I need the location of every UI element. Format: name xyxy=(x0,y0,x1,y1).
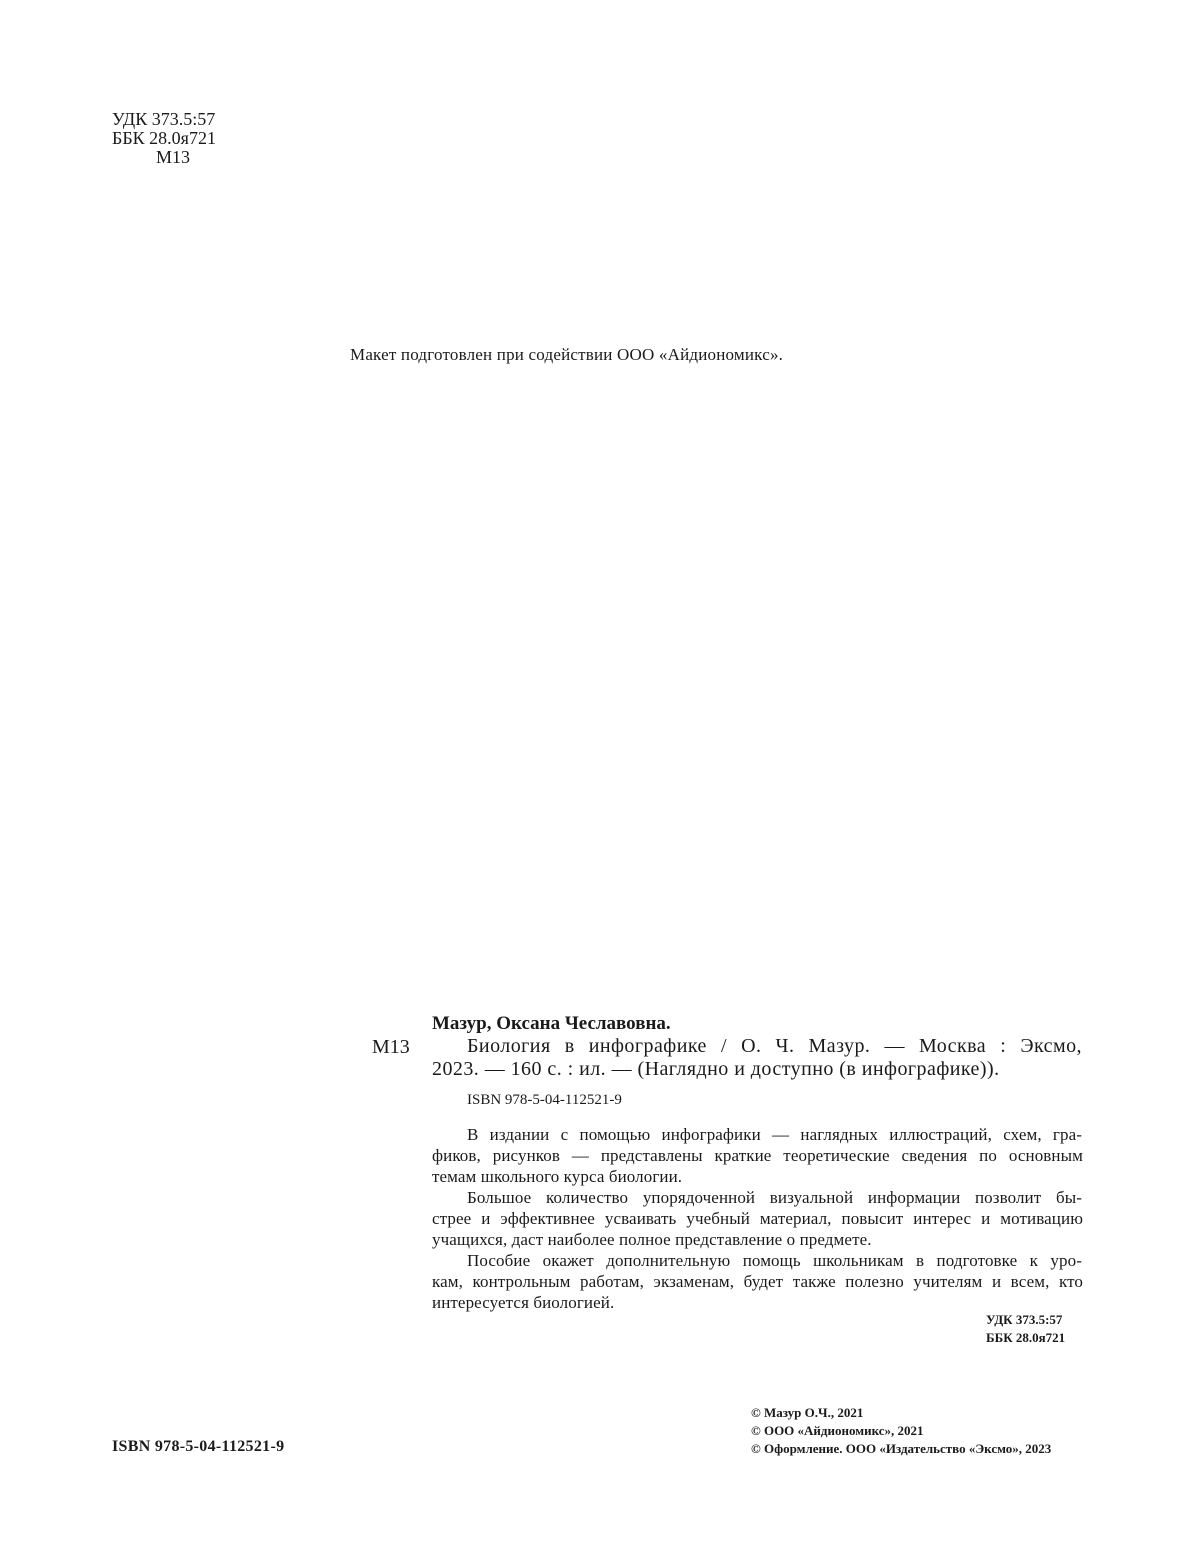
annotation-line: кам, контрольным работам, экзаменам, будет также полезно учителям и всем, кто xyxy=(432,1272,1083,1291)
copyright-line: © Мазур О.Ч., 2021 xyxy=(751,1405,864,1420)
annotation-line: В издании с помощью инфографики — наглядных иллюстраций, схем, гра- xyxy=(467,1125,1082,1144)
annotation-line: интересуется биологией. xyxy=(432,1293,615,1312)
author-cipher: М13 xyxy=(156,147,191,167)
udk-code: УДК 373.5:57 xyxy=(112,109,216,129)
bbk-code: ББК 28.0я721 xyxy=(112,128,216,148)
annotation-line: темам школьного курса биологии. xyxy=(432,1167,683,1186)
copyright-line: © ООО «Айдиономикс», 2021 xyxy=(751,1423,924,1438)
description-line: 2023. — 160 с. : ил. — (Наглядно и доступно (в инфографике)). xyxy=(432,1058,1000,1080)
annotation-line: учащихся, даст наиболее полное представление о предмете. xyxy=(432,1230,872,1249)
annotation-line: Пособие окажет дополнительную помощь школьникам в подготовке к уро- xyxy=(467,1251,1082,1270)
isbn-main: ISBN 978-5-04-112521-9 xyxy=(112,1438,285,1455)
bbk-code-bottom: ББК 28.0я721 xyxy=(986,1330,1066,1345)
description-line: Биология в инфографике / О. Ч. Мазур. — Москва : Эксмо, xyxy=(467,1035,1082,1057)
udk-code-bottom: УДК 373.5:57 xyxy=(986,1312,1063,1327)
annotation-line: фиков, рисунков — представлены краткие теоретические сведения по основным xyxy=(432,1146,1083,1165)
copyright-line: © Оформление. ООО «Издательство «Эксмо», 2023 xyxy=(751,1441,1052,1456)
record-cipher: М13 xyxy=(372,1036,410,1058)
layout-note: Макет подготовлен при содействии ООО «Айдиономикс». xyxy=(350,345,784,364)
author-name: Мазур, Оксана Чеславовна. xyxy=(432,1013,671,1034)
annotation-line: стрее и эффективнее усваивать учебный материал, повысит интерес и мотивацию xyxy=(432,1209,1083,1228)
record-isbn: ISBN 978-5-04-112521-9 xyxy=(467,1092,622,1108)
annotation-line: Большое количество упорядоченной визуальной информации позволит бы- xyxy=(467,1188,1082,1207)
